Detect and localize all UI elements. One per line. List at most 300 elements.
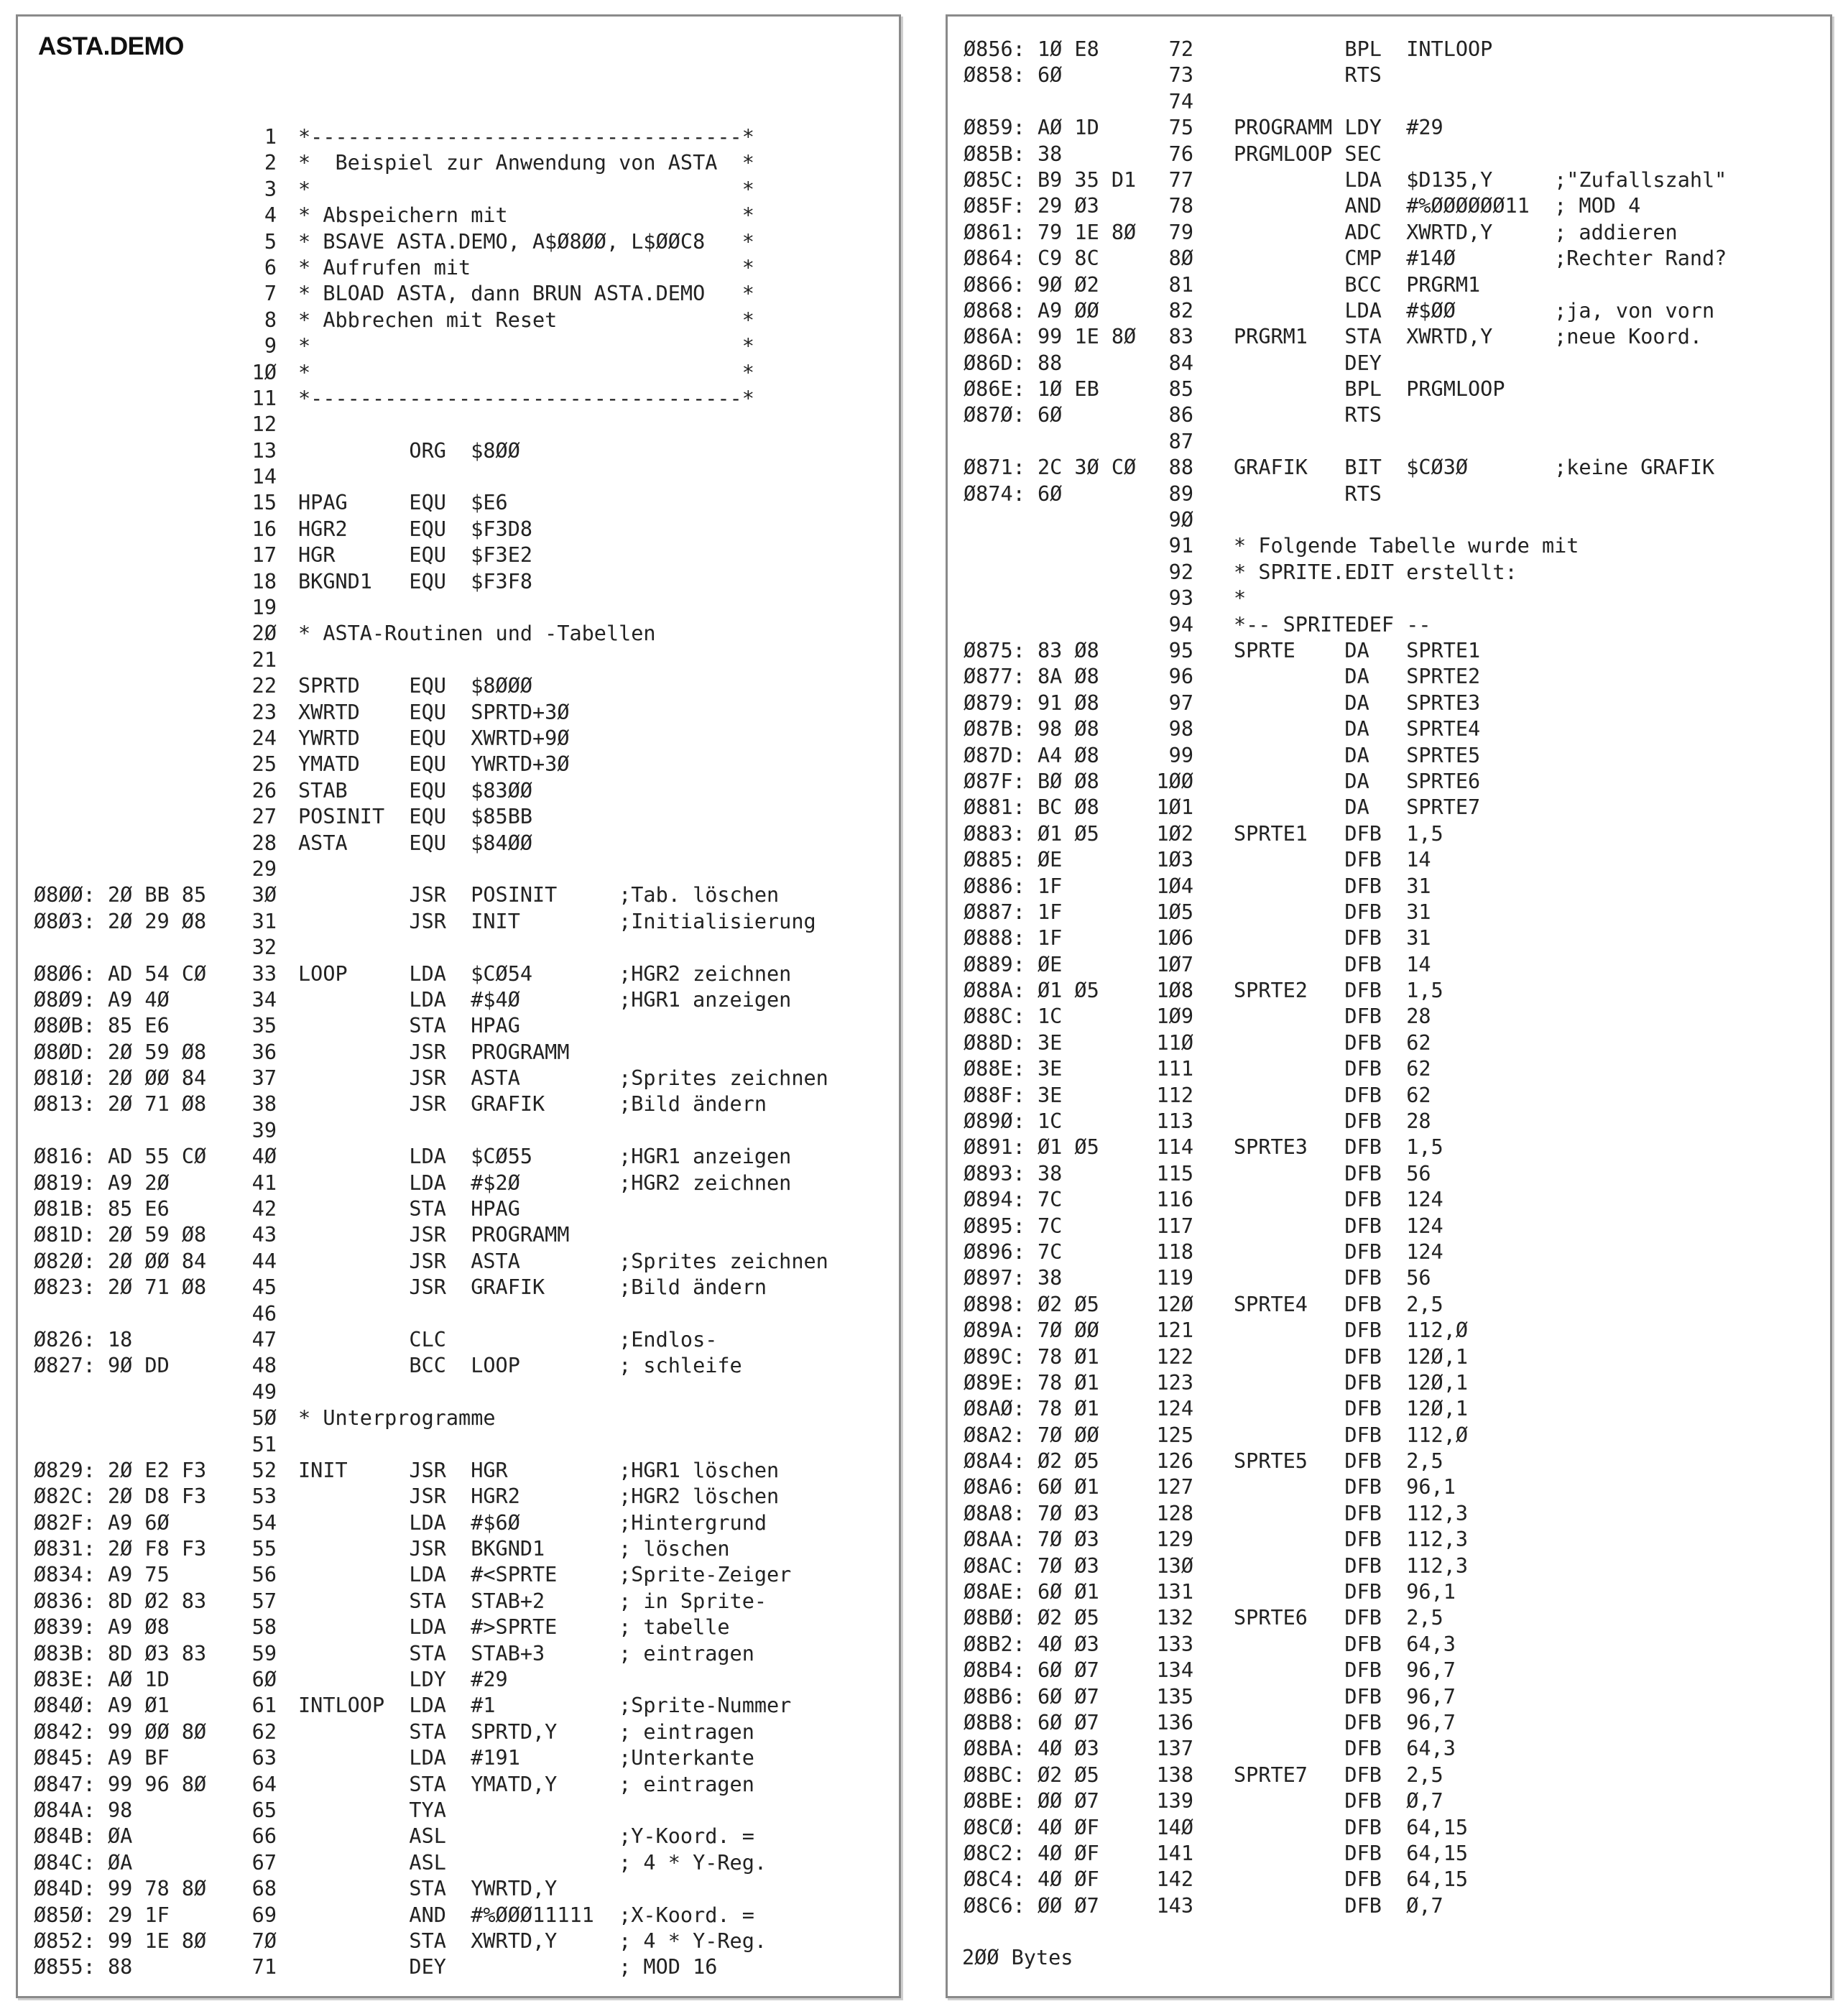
- line-source: PRGRM1 STA XWRTD,Y ;neue Koord.: [1234, 325, 1703, 349]
- line-number: 36: [251, 1040, 277, 1064]
- line-number: 23: [251, 700, 277, 724]
- line-source: DA SPRTE3: [1234, 690, 1481, 715]
- line-address: Ø874: 6Ø: [964, 481, 1063, 506]
- line-number: 86: [1168, 403, 1193, 428]
- line-source: DFB 64,15: [1234, 1841, 1469, 1865]
- line-address: Ø8B4: 6Ø Ø7: [964, 1658, 1099, 1683]
- line-address: Ø889: ØE: [964, 952, 1063, 976]
- line-source: JSR INIT ;Initialisierung: [298, 909, 816, 933]
- line-number: 3Ø: [251, 883, 277, 907]
- line-source: LDA #$2Ø ;HGR2 zeichnen: [298, 1170, 792, 1195]
- line-source: DFB 124: [1234, 1188, 1443, 1212]
- line-source: DA SPRTE7: [1234, 795, 1481, 820]
- line-source: SPRTE6 DFB 2,5: [1234, 1606, 1443, 1630]
- line-source: DFB Ø,7: [1234, 1893, 1443, 1918]
- line-number: 8: [264, 308, 277, 332]
- line-source: LOOP LDA $CØ54 ;HGR2 zeichnen: [298, 961, 792, 986]
- line-source: * *: [298, 177, 754, 201]
- line-source: BKGND1 EQU $F3F8: [298, 569, 533, 593]
- line-source: DA SPRTE2: [1234, 665, 1481, 689]
- line-source: STA YMATD,Y ; eintragen: [298, 1772, 754, 1796]
- line-number: 82: [1168, 298, 1193, 323]
- line-address: Ø847: 99 96 8Ø: [34, 1772, 207, 1796]
- line-address: Ø85C: B9 35 D1: [964, 167, 1137, 192]
- line-number: 138: [1156, 1763, 1193, 1787]
- line-address: Ø83B: 8D Ø3 83: [34, 1641, 207, 1666]
- line-address: Ø8BA: 4Ø Ø3: [964, 1737, 1099, 1761]
- line-number: 84: [1168, 351, 1193, 375]
- line-address: Ø8A2: 7Ø ØØ: [964, 1423, 1099, 1447]
- line-number: 19: [251, 596, 277, 620]
- line-source: DEY: [1234, 351, 1382, 375]
- line-address: Ø88F: 3E: [964, 1083, 1063, 1107]
- line-address: Ø84C: ØA: [34, 1850, 133, 1875]
- line-number: 73: [1168, 63, 1193, 88]
- line-address: Ø8A6: 6Ø Ø1: [964, 1475, 1099, 1500]
- line-address: Ø87Ø: 6Ø: [964, 403, 1063, 428]
- line-address: Ø823: 2Ø 71 Ø8: [34, 1275, 207, 1300]
- line-source: * BLOAD ASTA, dann BRUN ASTA.DEMO *: [298, 282, 754, 306]
- line-number: 66: [251, 1824, 277, 1849]
- line-source: DFB 112,Ø: [1234, 1423, 1469, 1447]
- line-number: 121: [1156, 1318, 1193, 1343]
- line-number: 2: [264, 151, 277, 175]
- line-address: Ø87B: 98 Ø8: [964, 717, 1099, 742]
- line-address: Ø8A4: Ø2 Ø5: [964, 1449, 1099, 1474]
- line-number: 89: [1168, 481, 1193, 506]
- line-number: 124: [1156, 1397, 1193, 1421]
- line-number: 31: [251, 909, 277, 933]
- line-source: JSR BKGND1 ; löschen: [298, 1537, 730, 1561]
- line-number: 37: [251, 1066, 277, 1091]
- line-source: DFB 62: [1234, 1057, 1431, 1081]
- line-address: Ø84B: ØA: [34, 1824, 133, 1849]
- line-source: DFB 96,1: [1234, 1475, 1456, 1500]
- line-number: 7: [264, 282, 277, 306]
- line-source: STA HPAG: [298, 1197, 520, 1221]
- line-address: Ø842: 99 ØØ 8Ø: [34, 1719, 207, 1744]
- line-source: HPAG EQU $E6: [298, 491, 508, 515]
- line-address: Ø8C2: 4Ø ØF: [964, 1841, 1099, 1865]
- line-source: * Abspeichern mit *: [298, 203, 754, 228]
- line-source: JSR ASTA ;Sprites zeichnen: [298, 1066, 828, 1091]
- line-source: PROGRAMM LDY #29: [1234, 116, 1443, 140]
- line-number: 5: [264, 229, 277, 254]
- line-source: * SPRITE.EDIT erstellt:: [1234, 560, 1517, 584]
- line-source: * Beispiel zur Anwendung von ASTA *: [298, 151, 754, 175]
- line-number: 137: [1156, 1737, 1193, 1761]
- line-number: 76: [1168, 142, 1193, 166]
- listing-title: ASTA.DEMO: [38, 32, 184, 60]
- line-number: 39: [251, 1118, 277, 1142]
- line-number: 133: [1156, 1632, 1193, 1656]
- line-address: Ø831: 2Ø F8 F3: [34, 1537, 207, 1561]
- line-source: DFB 31: [1234, 926, 1431, 951]
- line-address: Ø87F: BØ Ø8: [964, 769, 1099, 793]
- line-number: 22: [251, 674, 277, 698]
- line-address: Ø84A: 98: [34, 1798, 133, 1822]
- line-address: Ø8C6: ØØ Ø7: [964, 1893, 1099, 1918]
- line-address: Ø888: 1F: [964, 926, 1063, 951]
- line-source: POSINIT EQU $85BB: [298, 805, 533, 829]
- line-source: CLC ;Endlos-: [298, 1327, 718, 1352]
- line-address: Ø88E: 3E: [964, 1057, 1063, 1081]
- line-address: Ø8AE: 6Ø Ø1: [964, 1580, 1099, 1604]
- line-address: Ø82C: 2Ø D8 F3: [34, 1484, 207, 1509]
- line-number: 17: [251, 543, 277, 568]
- line-source: *-----------------------------------*: [298, 386, 754, 410]
- line-address: Ø81D: 2Ø 59 Ø8: [34, 1223, 207, 1247]
- line-source: DFB 56: [1234, 1266, 1431, 1290]
- line-number: 113: [1156, 1109, 1193, 1134]
- line-number: 126: [1156, 1449, 1193, 1474]
- line-source: LDA #>SPRTE ; tabelle: [298, 1615, 730, 1640]
- line-source: DFB 64,3: [1234, 1737, 1456, 1761]
- line-source: SPRTE5 DFB 2,5: [1234, 1449, 1443, 1474]
- line-address: Ø861: 79 1E 8Ø: [964, 220, 1137, 244]
- line-source: DFB 12Ø,1: [1234, 1344, 1469, 1369]
- listing-panel-right: [946, 14, 1832, 1998]
- line-address: Ø8BE: ØØ Ø7: [964, 1789, 1099, 1814]
- line-number: 4Ø: [251, 1145, 277, 1169]
- line-address: Ø8ØD: 2Ø 59 Ø8: [34, 1040, 207, 1064]
- line-source: RTS: [1234, 481, 1382, 506]
- line-number: 77: [1168, 167, 1193, 192]
- line-number: 74: [1168, 89, 1193, 114]
- line-number: 116: [1156, 1188, 1193, 1212]
- line-address: Ø855: 88: [34, 1955, 133, 1980]
- line-source: * *: [298, 334, 754, 359]
- line-address: Ø891: Ø1 Ø5: [964, 1135, 1099, 1160]
- line-address: Ø85B: 38: [964, 142, 1063, 166]
- line-address: Ø816: AD 55 CØ: [34, 1145, 207, 1169]
- line-number: 12Ø: [1156, 1292, 1193, 1316]
- line-number: 64: [251, 1772, 277, 1796]
- line-source: *-----------------------------------*: [298, 125, 754, 149]
- line-source: DEY ; MOD 16: [298, 1955, 718, 1980]
- line-address: Ø886: 1F: [964, 874, 1063, 898]
- line-address: Ø885: ØE: [964, 848, 1063, 872]
- line-number: 122: [1156, 1344, 1193, 1369]
- line-address: Ø881: BC Ø8: [964, 795, 1099, 820]
- line-source: STA YWRTD,Y: [298, 1877, 558, 1901]
- line-source: LDA #<SPRTE ;Sprite-Zeiger: [298, 1563, 792, 1587]
- line-source: DFB 112,Ø: [1234, 1318, 1469, 1343]
- line-address: Ø8BC: Ø2 Ø5: [964, 1763, 1099, 1787]
- line-number: 8Ø: [1168, 246, 1193, 271]
- line-address: Ø88C: 1C: [964, 1004, 1063, 1029]
- line-number: 6: [264, 255, 277, 280]
- line-address: Ø82Ø: 2Ø ØØ 84: [34, 1249, 207, 1273]
- line-number: 21: [251, 647, 277, 672]
- line-source: LDY #29: [298, 1668, 508, 1692]
- line-source: DFB 31: [1234, 900, 1431, 924]
- line-source: CMP #14Ø ;Rechter Rand?: [1234, 246, 1727, 271]
- line-source: JSR ASTA ;Sprites zeichnen: [298, 1249, 828, 1273]
- line-source: HGR2 EQU $F3D8: [298, 517, 533, 541]
- line-source: ASTA EQU $84ØØ: [298, 831, 533, 855]
- line-source: BCC LOOP ; schleife: [298, 1354, 742, 1378]
- line-number: 92: [1168, 560, 1193, 584]
- line-address: Ø893: 38: [964, 1161, 1063, 1186]
- line-address: Ø827: 9Ø DD: [34, 1354, 170, 1378]
- line-number: 11Ø: [1156, 1030, 1193, 1055]
- line-number: 11: [251, 386, 277, 410]
- line-source: DFB 112,3: [1234, 1501, 1469, 1525]
- line-address: Ø8B8: 6Ø Ø7: [964, 1711, 1099, 1734]
- line-source: DFB 28: [1234, 1004, 1431, 1029]
- line-address: Ø83E: AØ 1D: [34, 1668, 170, 1692]
- line-address: Ø829: 2Ø E2 F3: [34, 1458, 207, 1482]
- line-source: RTS: [1234, 403, 1382, 428]
- line-number: 134: [1156, 1658, 1193, 1683]
- line-number: 1Ø3: [1156, 848, 1193, 872]
- line-source: DFB 96,7: [1234, 1684, 1456, 1709]
- line-number: 41: [251, 1170, 277, 1195]
- line-address: Ø88A: Ø1 Ø5: [964, 979, 1099, 1003]
- line-number: 62: [251, 1719, 277, 1744]
- line-source: XWRTD EQU SPRTD+3Ø: [298, 700, 570, 724]
- line-number: 54: [251, 1510, 277, 1535]
- line-source: DFB Ø,7: [1234, 1789, 1443, 1814]
- line-source: * BSAVE ASTA.DEMO, A$Ø8ØØ, L$ØØC8 *: [298, 229, 754, 254]
- line-number: 1Ø4: [1156, 874, 1193, 898]
- line-number: 44: [251, 1249, 277, 1273]
- line-number: 45: [251, 1275, 277, 1300]
- line-address: Ø82F: A9 6Ø: [34, 1510, 170, 1535]
- line-address: Ø8ØØ: 2Ø BB 85: [34, 883, 207, 907]
- line-number: 13Ø: [1156, 1553, 1193, 1578]
- line-address: Ø864: C9 8C: [964, 246, 1099, 271]
- line-number: 48: [251, 1354, 277, 1378]
- line-source: *: [1234, 586, 1247, 611]
- line-number: 96: [1168, 665, 1193, 689]
- line-number: 132: [1156, 1606, 1193, 1630]
- line-source: ADC XWRTD,Y ; addieren: [1234, 220, 1678, 244]
- line-address: Ø8AØ: 78 Ø1: [964, 1397, 1099, 1421]
- line-source: * Unterprogramme: [298, 1406, 496, 1431]
- line-number: 34: [251, 987, 277, 1012]
- line-source: STA STAB+3 ; eintragen: [298, 1641, 754, 1666]
- line-number: 14Ø: [1156, 1815, 1193, 1839]
- line-number: 98: [1168, 717, 1193, 742]
- line-source: AND #%ØØØ11111 ;X-Koord. =: [298, 1903, 754, 1927]
- line-address: Ø883: Ø1 Ø5: [964, 821, 1099, 846]
- line-source: AND #%ØØØØØØ11 ; MOD 4: [1234, 194, 1641, 218]
- line-source: JSR POSINIT ;Tab. löschen: [298, 883, 780, 907]
- line-source: DFB 64,3: [1234, 1632, 1456, 1656]
- line-source: * Aufrufen mit *: [298, 255, 754, 280]
- line-source: BPL PRGMLOOP: [1234, 377, 1505, 402]
- line-address: Ø86A: 99 1E 8Ø: [964, 325, 1137, 349]
- line-number: 115: [1156, 1161, 1193, 1186]
- line-source: * Folgende Tabelle wurde mit: [1234, 534, 1579, 558]
- line-source: * Abbrechen mit Reset *: [298, 308, 754, 332]
- line-number: 27: [251, 805, 277, 829]
- line-address: Ø8BØ: Ø2 Ø5: [964, 1606, 1099, 1630]
- line-number: 81: [1168, 272, 1193, 297]
- line-source: SPRTE3 DFB 1,5: [1234, 1135, 1443, 1160]
- listing-panel-left: [16, 14, 901, 1998]
- line-address: Ø88D: 3E: [964, 1030, 1063, 1055]
- line-number: 135: [1156, 1684, 1193, 1709]
- line-number: 1Ø6: [1156, 926, 1193, 951]
- line-number: 1Ø: [251, 360, 277, 384]
- line-number: 99: [1168, 743, 1193, 767]
- line-source: LDA #$6Ø ;Hintergrund: [298, 1510, 767, 1535]
- line-source: HGR EQU $F3E2: [298, 543, 533, 568]
- line-source: DFB 96,7: [1234, 1711, 1456, 1734]
- line-number: 9: [264, 334, 277, 359]
- line-number: 71: [251, 1955, 277, 1980]
- line-number: 127: [1156, 1475, 1193, 1500]
- line-source: *-- SPRITEDEF --: [1234, 612, 1431, 637]
- line-address: Ø8Ø9: A9 4Ø: [34, 987, 170, 1012]
- line-source: INIT JSR HGR ;HGR1 löschen: [298, 1458, 780, 1482]
- line-number: 1Ø7: [1156, 952, 1193, 976]
- line-number: 1Ø2: [1156, 821, 1193, 846]
- line-address: Ø868: A9 ØØ: [964, 298, 1099, 323]
- line-source: JSR PROGRAMM: [298, 1040, 570, 1064]
- line-source: DFB 28: [1234, 1109, 1431, 1134]
- line-source: BPL INTLOOP: [1234, 37, 1493, 61]
- line-source: STA XWRTD,Y ; 4 * Y-Reg.: [298, 1928, 767, 1953]
- line-number: 13: [251, 438, 277, 463]
- line-address: Ø839: A9 Ø8: [34, 1615, 170, 1640]
- line-address: Ø85Ø: 29 1F: [34, 1903, 170, 1927]
- line-source: ASL ; 4 * Y-Reg.: [298, 1850, 767, 1875]
- line-source: DFB 62: [1234, 1030, 1431, 1055]
- line-number: 67: [251, 1850, 277, 1875]
- line-source: SPRTE1 DFB 1,5: [1234, 821, 1443, 846]
- line-number: 46: [251, 1301, 277, 1326]
- line-source: DFB 64,15: [1234, 1867, 1469, 1892]
- line-number: 97: [1168, 690, 1193, 715]
- line-number: 61: [251, 1694, 277, 1718]
- line-number: 9Ø: [1168, 508, 1193, 532]
- line-number: 12: [251, 412, 277, 437]
- line-number: 95: [1168, 638, 1193, 662]
- line-address: Ø81B: 85 E6: [34, 1197, 170, 1221]
- line-number: 119: [1156, 1266, 1193, 1290]
- line-address: Ø897: 38: [964, 1266, 1063, 1290]
- line-source: SPRTD EQU $8ØØØ: [298, 674, 533, 698]
- line-source: DFB 112,3: [1234, 1553, 1469, 1578]
- line-source: DFB 96,7: [1234, 1658, 1456, 1683]
- line-number: 142: [1156, 1867, 1193, 1892]
- line-address: Ø826: 18: [34, 1327, 133, 1352]
- line-number: 125: [1156, 1423, 1193, 1447]
- line-source: BCC PRGRM1: [1234, 272, 1481, 297]
- line-number: 57: [251, 1589, 277, 1613]
- line-number: 78: [1168, 194, 1193, 218]
- line-address: Ø834: A9 75: [34, 1563, 170, 1587]
- line-address: Ø89Ø: 1C: [964, 1109, 1063, 1134]
- line-source: TYA: [298, 1798, 446, 1822]
- line-address: Ø8B6: 6Ø Ø7: [964, 1684, 1099, 1709]
- line-source: STA SPRTD,Y ; eintragen: [298, 1719, 754, 1744]
- line-address: Ø8CØ: 4Ø ØF: [964, 1815, 1099, 1839]
- line-address: Ø8Ø6: AD 54 CØ: [34, 961, 207, 986]
- line-address: Ø8A8: 7Ø Ø3: [964, 1501, 1099, 1525]
- line-number: 33: [251, 961, 277, 986]
- line-number: 136: [1156, 1711, 1193, 1734]
- line-source: LDA #$4Ø ;HGR1 anzeigen: [298, 987, 792, 1012]
- line-number: 28: [251, 831, 277, 855]
- line-number: 32: [251, 936, 277, 960]
- line-address: Ø87D: A4 Ø8: [964, 743, 1099, 767]
- line-source: INTLOOP LDA #1 ;Sprite-Nummer: [298, 1694, 792, 1718]
- line-number: 24: [251, 726, 277, 750]
- line-source: SPRTE2 DFB 1,5: [1234, 979, 1443, 1003]
- line-source: DFB 56: [1234, 1161, 1431, 1186]
- line-number: 1Ø1: [1156, 795, 1193, 820]
- line-number: 42: [251, 1197, 277, 1221]
- line-number: 87: [1168, 429, 1193, 453]
- line-number: 14: [251, 465, 277, 489]
- line-number: 4: [264, 203, 277, 228]
- line-number: 69: [251, 1903, 277, 1927]
- line-number: 26: [251, 778, 277, 803]
- line-number: 56: [251, 1563, 277, 1587]
- line-address: Ø836: 8D Ø2 83: [34, 1589, 207, 1613]
- line-number: 51: [251, 1432, 277, 1456]
- line-number: 72: [1168, 37, 1193, 61]
- line-number: 25: [251, 752, 277, 777]
- line-number: 7Ø: [251, 1928, 277, 1953]
- line-source: * ASTA-Routinen und -Tabellen: [298, 622, 656, 646]
- line-source: LDA $CØ55 ;HGR1 anzeigen: [298, 1145, 792, 1169]
- line-address: Ø852: 99 1E 8Ø: [34, 1928, 207, 1953]
- line-number: 114: [1156, 1135, 1193, 1160]
- line-source: JSR GRAFIK ;Bild ändern: [298, 1275, 767, 1300]
- line-number: 83: [1168, 325, 1193, 349]
- line-source: LDA #191 ;Unterkante: [298, 1746, 754, 1770]
- line-source: DFB 31: [1234, 874, 1431, 898]
- line-number: 131: [1156, 1580, 1193, 1604]
- line-address: Ø895: 7C: [964, 1214, 1063, 1238]
- line-source: RTS: [1234, 63, 1382, 88]
- line-number: 6Ø: [251, 1668, 277, 1692]
- line-source: LDA $D135,Y ;"Zufallszahl": [1234, 167, 1727, 192]
- line-number: 68: [251, 1877, 277, 1901]
- line-address: Ø877: 8A Ø8: [964, 665, 1099, 689]
- line-number: 16: [251, 517, 277, 541]
- line-number: 1Ø9: [1156, 1004, 1193, 1029]
- line-source: SPRTE DA SPRTE1: [1234, 638, 1481, 662]
- line-number: 53: [251, 1484, 277, 1509]
- line-source: JSR GRAFIK ;Bild ändern: [298, 1092, 767, 1117]
- line-number: 117: [1156, 1214, 1193, 1238]
- line-number: 3: [264, 177, 277, 201]
- line-source: DFB 96,1: [1234, 1580, 1456, 1604]
- line-source: ORG $8ØØ: [298, 438, 520, 463]
- line-number: 55: [251, 1537, 277, 1561]
- line-address: Ø8AC: 7Ø Ø3: [964, 1553, 1099, 1578]
- line-source: DFB 124: [1234, 1239, 1443, 1264]
- line-source: DA SPRTE5: [1234, 743, 1481, 767]
- line-source: SPRTE7 DFB 2,5: [1234, 1763, 1443, 1787]
- line-source: YWRTD EQU XWRTD+9Ø: [298, 726, 570, 750]
- line-number: 52: [251, 1458, 277, 1482]
- line-number: 18: [251, 569, 277, 593]
- line-number: 139: [1156, 1789, 1193, 1814]
- line-address: Ø879: 91 Ø8: [964, 690, 1099, 715]
- line-number: 1Ø8: [1156, 979, 1193, 1003]
- line-source: GRAFIK BIT $CØ3Ø ;keine GRAFIK: [1234, 456, 1715, 480]
- line-source: ASL ;Y-Koord. =: [298, 1824, 754, 1849]
- line-source: JSR HGR2 ;HGR2 löschen: [298, 1484, 780, 1509]
